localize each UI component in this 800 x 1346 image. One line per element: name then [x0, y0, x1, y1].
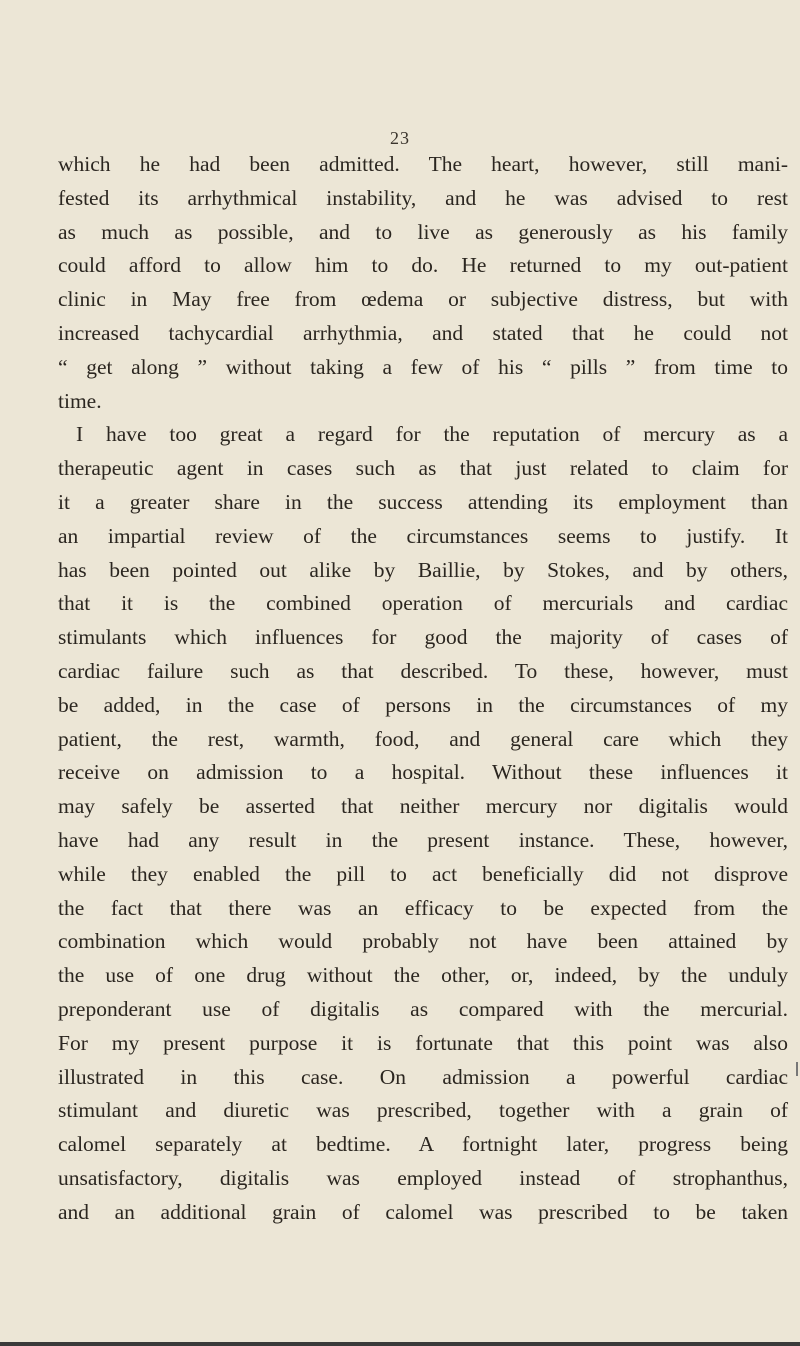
text-line: as much as possible, and to live as generously as his family: [58, 219, 788, 244]
text-line: illustrated in this case. On admission a powerful cardiac: [58, 1064, 788, 1089]
paragraph-first-line: I have too great a regard for the reputation of mercury as a: [76, 422, 788, 447]
text-line: that it is the combined operation of mercurials and cardiac: [58, 591, 788, 616]
body-text: [58, 148, 788, 1230]
text-line: which he had been admitted. The heart, however, still mani-: [58, 152, 788, 176]
text-line: the use of one drug without the other, or, indeed, by the unduly: [58, 963, 788, 988]
text-line: it a greater share in the success attending its employment than: [58, 489, 788, 514]
text-line: increased tachycardial arrhythmia, and stated that he could not: [58, 320, 788, 345]
scan-mark: [796, 1062, 798, 1076]
text-line: fested its arrhythmical instability, and he was advised to rest: [58, 185, 788, 210]
text-line: time.: [58, 388, 102, 413]
text-line: have had any result in the present instance. These, however,: [58, 827, 788, 852]
text-line: cardiac failure such as that described. To these, however, must: [58, 658, 788, 683]
text-line: clinic in May free from œdema or subjective distress, but with: [58, 287, 788, 312]
text-line: preponderant use of digitalis as compared with the mercurial.: [58, 996, 788, 1021]
text-line: could afford to allow him to do. He returned to my out-patient: [58, 253, 788, 278]
text-line: be added, in the case of persons in the circumstances of my: [58, 692, 788, 717]
text-line: stimulants which influences for good the majority of cases of: [58, 625, 788, 650]
text-line: stimulant and diuretic was prescribed, together with a grain of: [58, 1098, 788, 1123]
text-line: while they enabled the pill to act beneficially did not disprove: [58, 861, 788, 886]
page-number: 23: [390, 128, 410, 148]
text-line: and an additional grain of calomel was prescribed to be taken: [58, 1199, 788, 1224]
text-line: an impartial review of the circumstances seems to justify. It: [58, 523, 788, 548]
text-line: receive on admission to a hospital. Without these influences it: [58, 760, 788, 785]
text-line: calomel separately at bedtime. A fortnight later, progress being: [58, 1132, 788, 1157]
text-line: has been pointed out alike by Baillie, by Stokes, and by others,: [58, 557, 788, 582]
text-line: combination which would probably not have been attained by: [58, 929, 788, 954]
text-line: patient, the rest, warmth, food, and general care which they: [58, 726, 788, 751]
text-line: may safely be asserted that neither mercury nor digitalis would: [58, 794, 788, 819]
text-line: “ get along ” without taking a few of his “ pills ” from time to: [58, 354, 788, 379]
text-line: unsatisfactory, digitalis was employed instead of strophanthus,: [58, 1165, 788, 1190]
text-line: therapeutic agent in cases such as that just related to claim for: [58, 456, 788, 481]
page-bottom-edge: [0, 1342, 800, 1346]
text-line: the fact that there was an efficacy to be expected from the: [58, 895, 788, 920]
text-line: For my present purpose it is fortunate that this point was also: [58, 1030, 788, 1055]
